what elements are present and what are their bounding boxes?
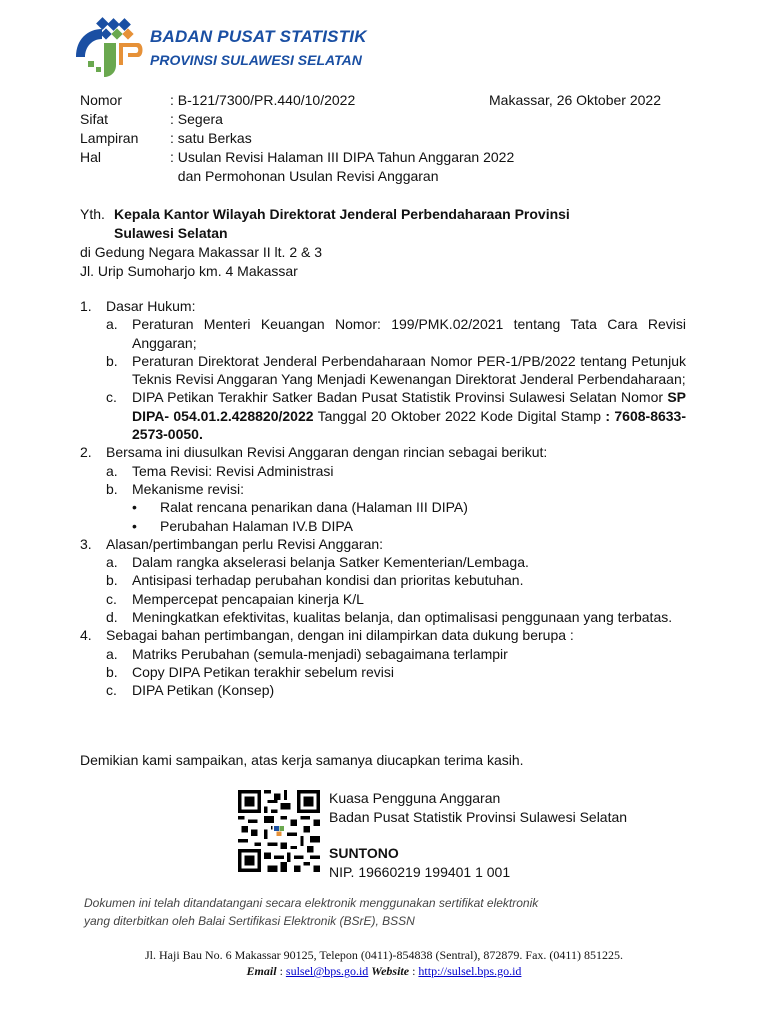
sub-text (132, 388, 686, 443)
note-line: yang diterbitkan oleh Balai Sertifikasi Elektronik (BSrE), BSSN (84, 914, 415, 928)
digital-stamp-code: : 7608-8633-2573-0050. (132, 407, 686, 443)
sub-item (106, 590, 686, 608)
yth-label: Yth. (80, 206, 105, 222)
sub-text-part: Tanggal 20 Oktober 2022 Kode Digital Stamp (313, 407, 606, 424)
item-number: 2. (80, 444, 92, 461)
signer-role: Kuasa Pengguna Anggaran (329, 790, 501, 806)
bullet-item (106, 498, 686, 516)
website-label: Website (371, 964, 410, 978)
org-name: BADAN PUSAT STATISTIK (150, 27, 367, 46)
sub-item (106, 352, 686, 389)
letterhead-footer (0, 947, 768, 979)
sub-text: Matriks Perubahan (semula-menjadi) sebagaimana terlampir (132, 645, 508, 662)
sub-text: Peraturan Direktorat Jenderal Perbendaharaan Nomor PER-1/PB/2022 tentang Petunjuk Teknis Revisi Anggaran Yang Menjadi Kewenangan Direktorat Jenderal Perbendaharaan; (132, 352, 686, 388)
sub-text: Peraturan Menteri Keuangan Nomor: 199/PMK.02/2021 tentang Tata Cara Revisi Anggaran; (132, 316, 686, 351)
signer-nip: NIP. 19660219 199401 1 001 (329, 863, 511, 880)
addressee-building: di Gedung Negara Makassar II lt. 2 & 3 (80, 244, 323, 260)
sub-item (106, 462, 686, 480)
bullet-item (106, 517, 686, 535)
sub-item (106, 388, 686, 443)
meta-value: : B-121/7300/PR.440/10/2022 (170, 92, 356, 108)
bps-logo (72, 17, 146, 79)
electronic-signature-note (84, 894, 538, 930)
sub-item (106, 553, 686, 571)
meta-row-sifat (80, 110, 680, 129)
item-number: 4. (80, 627, 92, 644)
sub-item (106, 608, 686, 626)
sub-letter: b. (106, 663, 118, 680)
footer-contacts: Email : sulsel@bps.go.id Website : http://sulsel.bps.go.id (246, 964, 522, 978)
item-title: Sebagai bahan pertimbangan, dengan ini dilampirkan data dukung berupa : (106, 627, 574, 644)
sub-text: DIPA Petikan (Konsep) (132, 682, 275, 699)
recipient: Kepala Kantor Wilayah Direktorat Jenderal Perbendaharaan Provinsi Sulawesi Selatan (114, 206, 570, 241)
meta-label: Nomor (80, 92, 123, 108)
meta-row-lampiran (80, 129, 680, 148)
list-item (80, 535, 686, 626)
website-link[interactable]: http://sulsel.bps.go.id (418, 964, 522, 978)
footer-address: Jl. Haji Bau No. 6 Makassar 90125, Telepon (0411)-854838 (Sentral), 872879. Fax. (0411) 851225. (145, 948, 623, 962)
sub-item (106, 315, 686, 352)
sub-item (106, 645, 686, 663)
sub-letter: b. (106, 480, 118, 497)
addressee (80, 205, 690, 281)
bullet-icon: • (132, 517, 137, 534)
sub-text: Meningkatkan efektivitas, kualitas belanja, dan optimalisasi penggunaan yang terbatas. (132, 609, 673, 626)
sub-text-part: DIPA Petikan Terakhir Satker Badan Pusat Statistik Provinsi Sulawesi Selatan Nomor (132, 389, 668, 406)
bullet-text: Perubahan Halaman IV.B DIPA (160, 517, 354, 534)
meta-value: : Usulan Revisi Halaman III DIPA Tahun Anggaran 2022 (170, 149, 515, 165)
addressee-line (80, 205, 690, 243)
sub-text: Antisipasi terhadap perubahan kondisi dan prioritas kebutuhan. (132, 572, 524, 589)
letter-body (80, 297, 686, 700)
meta-value: : Segera (170, 111, 223, 127)
note-line: Dokumen ini telah ditandatangani secara elektronik menggunakan sertifikat elektronik (84, 896, 539, 910)
sub-letter: a. (106, 462, 118, 479)
signer-office: Badan Pusat Statistik Provinsi Sulawesi Selatan (329, 808, 628, 825)
meta-label: Sifat (80, 111, 109, 127)
addressee-street: Jl. Urip Sumoharjo km. 4 Makassar (80, 263, 298, 279)
item-title: Alasan/pertimbangan perlu Revisi Anggaran: (106, 535, 384, 552)
bullet-text: Ralat rencana penarikan dana (Halaman III DIPA) (160, 499, 468, 516)
qr-code-icon (238, 790, 320, 872)
dipa-number: SP DIPA- 054.01.2.428820/2022 (132, 389, 686, 424)
meta-row-hal (80, 148, 680, 167)
sub-letter: a. (106, 316, 118, 333)
item-number: 1. (80, 298, 92, 314)
sub-letter: c. (106, 682, 117, 699)
sub-letter: b. (106, 572, 118, 589)
meta-row-hal-cont (80, 167, 680, 186)
sub-item (106, 663, 686, 681)
signer-name: SUNTONO (329, 845, 399, 861)
letter-date: Makassar, 26 Oktober 2022 (489, 92, 661, 108)
list-item (80, 626, 686, 699)
sub-letter: c. (106, 590, 117, 607)
sub-text: Tema Revisi: Revisi Administrasi (132, 462, 334, 479)
bullet-icon: • (132, 499, 137, 516)
item-title: Dasar Hukum: (106, 298, 196, 314)
sub-letter: b. (106, 352, 118, 369)
sub-text: Mempercepat pencapaian kinerja K/L (132, 590, 364, 607)
meta-label: Lampiran (80, 130, 139, 146)
item-title: Bersama ini diusulkan Revisi Anggaran dengan rincian sebagai berikut: (106, 444, 548, 461)
email-link[interactable]: sulsel@bps.go.id (285, 964, 369, 978)
sub-text: Dalam rangka akselerasi belanja Satker Kementerian/Lembaga. (132, 554, 529, 571)
sub-item (106, 681, 686, 699)
meta-label (80, 167, 170, 186)
sub-letter: a. (106, 554, 118, 571)
sub-letter: d. (106, 609, 118, 626)
closing-sentence: Demikian kami sampaikan, atas kerja samanya diucapkan terima kasih. (80, 752, 524, 768)
sub-text: Mekanisme revisi: (132, 480, 245, 497)
meta-value: dan Permohonan Usulan Revisi Anggaran (170, 168, 439, 184)
sub-letter: a. (106, 645, 118, 662)
meta-label: Hal (80, 149, 102, 165)
sub-item (106, 480, 686, 498)
org-region: PROVINSI SULAWESI SELATAN (150, 52, 362, 68)
meta-value: : satu Berkas (170, 130, 252, 146)
sub-text: Copy DIPA Petikan terakhir sebelum revisi (132, 663, 394, 680)
list-item (80, 443, 686, 534)
sub-item (106, 571, 686, 589)
item-number: 3. (80, 535, 92, 552)
signature-block (329, 789, 627, 881)
email-label: Email (246, 964, 277, 978)
list-item (80, 297, 686, 443)
sub-letter: c. (106, 389, 117, 406)
